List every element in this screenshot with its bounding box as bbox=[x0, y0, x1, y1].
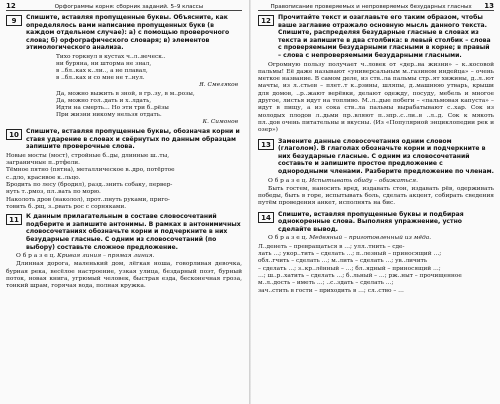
poem-line: ни буряна, ни шторма не знал, bbox=[56, 60, 152, 67]
sample bbox=[258, 178, 494, 185]
task-instruction: Спишите, вставляя пропущенные буквы, обозначая корни и ставя ударение в словах и свёрнутых по данным образцам запишите проверочные слова. bbox=[26, 127, 240, 151]
exercise-line: – сделать …; з..кр..лённый – …; бл..ядный – приносящий …; bbox=[258, 265, 441, 272]
sample-label: О б р а з е ц. bbox=[268, 235, 308, 242]
exercise-line: Бродить по лесу (бродил), разд..знить собаку, первер- bbox=[6, 181, 173, 188]
poem bbox=[26, 91, 242, 119]
task-number: 11 bbox=[6, 214, 22, 225]
task-body bbox=[26, 128, 242, 151]
poem bbox=[26, 54, 242, 82]
exercise-line: лать …; укор..тить – сделать …; п..лезный – приносящий …; bbox=[258, 251, 442, 258]
exercise-line: обл..гчить – сделать …; м..лить – сделать …; ув..личить bbox=[258, 258, 428, 265]
exercise-lines bbox=[6, 153, 242, 211]
poem-line: в ..бл..ках и со мне не т..нул. bbox=[56, 74, 145, 81]
task-number: 12 bbox=[258, 15, 274, 26]
exercise-text: Быть гостем, наносить вред, издавать стон, издавать рёв, одерживать победы, быть в горе, испытывать боль, сделать акцент, собирать сведения путём проведения анкет, исполнять на бис. bbox=[258, 185, 494, 207]
left-page bbox=[0, 0, 248, 404]
poem-line: Да, можно гол..дать и х..лдать, bbox=[56, 97, 152, 104]
page-number: 12 bbox=[6, 2, 16, 10]
exercise-line: Новые мосты (мост), стройные б..ды, длинные ш..ты, bbox=[6, 152, 170, 159]
poem-line: Да, можно выжить в зной, в гр..зу, в м..розы, bbox=[56, 90, 195, 97]
task-body bbox=[26, 14, 242, 126]
task-number: 13 bbox=[258, 139, 274, 150]
task-body bbox=[26, 213, 242, 251]
poem-author: К. Симонов bbox=[202, 118, 238, 125]
task-body bbox=[278, 14, 494, 60]
task-number: 10 bbox=[6, 129, 22, 140]
task-instruction: Спишите, вставляя пропущенные буквы. Объясните, как определялось вами написание пропущенных букв (в каждом отдельном случае): а) с помощью проверочного слова; б) орфографического словаря; в) элементов этимологического анализа. bbox=[26, 14, 230, 52]
exercise-text: Огромную пользу получает ч..ловек от «дер..ва жизни» – к..косовой пальмы! Её даже называют «универсальным м..газином индейца» – очень меткое название. В самом деле, из ств..ла пальмы стр..ят хижины, д..л..ют мачты, из л..стьев – плет..т к..рзины, шляпы, д..машнюю утварь, крыши для домов, ..р..жают верёвки, делают одежду, посуду, мебель и многое другое, листья идут на топливо. М..л..дые побеги – «пальмовая капуста» – идут в пищу, а из сока ств..ла пальмы вырабатывают с..хар. Сок из молодых плодов л..дьми пр..вляют п..зпр..с..ли..в ..л..д. Сок к мякоть пл..дов очень питательны и вкусны. (Из «Популярной энциклопедии рек и озер») bbox=[258, 61, 494, 134]
task-12 bbox=[258, 14, 494, 60]
exercise-line: Наколоть дров (наколол), прот..пнуть руками, приго- bbox=[6, 196, 170, 203]
sample-text: Испытывать обиду – обижаться. bbox=[309, 177, 418, 184]
task-number: 14 bbox=[258, 212, 274, 223]
task-14 bbox=[258, 211, 494, 234]
running-head-left bbox=[6, 2, 242, 11]
exercise-lines bbox=[258, 244, 494, 295]
sample-label: О б р а з е ц. bbox=[16, 253, 56, 260]
poem-author: Я. Смеляков bbox=[199, 81, 238, 88]
poem-line: в ..бл..ках к..ли.., а не плавал, bbox=[56, 67, 148, 74]
task-body bbox=[278, 138, 494, 176]
exercise-line: …; ш..р..хатить – сделать …; б..льный – …; рж..ныт – прочищенное м..л..дость – иметь …; ..с..здать – сделать …; bbox=[258, 272, 462, 287]
sample bbox=[258, 235, 494, 242]
task-10 bbox=[6, 128, 242, 151]
task-11 bbox=[6, 213, 242, 251]
poem-line: При жизни никому нельзя отдать. bbox=[56, 111, 162, 118]
exercise-text: Длинная дорога, маленький дом, лёгкая ноша, говорливая девочка, бурная река, весёлое настроение, узкая улица, бездарный поэт, бурный поток, новая книга, угрюмый человек, быстрая езда, бесконечная гроза, тонкий шрам, горячая вода, полная кружка. bbox=[6, 261, 242, 290]
exercise-line: зач..стить в гости – приходить в …; сл..ство – … bbox=[258, 287, 404, 294]
sample-text: Кривая линия – прямая линия. bbox=[57, 253, 155, 260]
poem-line: Тихо горкнул в кустах ч..л..веческ.. bbox=[56, 53, 166, 60]
poem-line: Идти на смерть… Но эти три б..рёзы bbox=[56, 104, 169, 111]
page-number: 13 bbox=[484, 2, 494, 10]
task-instruction: Прочитайте текст и озаглавьте его таким образом, чтобы ваше заглавие отражало основную мысль данного текста. Спишите, распределяя безударные гласные в словах из текста и запишите в два столбика: в левый столбик – слова с проверяемыми безударными гласными в корне; в правый – слова с непроверяемыми безударными гласными. bbox=[278, 14, 491, 59]
running-title: Орфограммы корня: сборник заданий. 5–9 классы bbox=[54, 4, 204, 10]
book-gutter bbox=[249, 0, 251, 404]
task-instruction: Замените данные словосочетания одним словом (глаголом). В глаголах обозначьте корни и подчеркните в них безударные гласные. С одним из словосочетаний составьте и запишите простое предложение с однородными членами. Разберите предложение по членам. bbox=[278, 137, 494, 175]
task-number: 9 bbox=[6, 15, 22, 26]
task-instruction: К данным прилагательным в составе словосочетаний подберите и запишите антонимы. В рамках в антонимичных словосочетаниях обозначьте корни и подчеркните в них безударные гласные. С одним из словосочетаний (по выбору) составьте сложное предложение. bbox=[26, 213, 241, 251]
task-13 bbox=[258, 138, 494, 176]
running-head-right bbox=[258, 2, 494, 11]
sample-label: О б р а з е ц. bbox=[268, 177, 308, 184]
exercise-line: заграничные п..ртфели. bbox=[6, 160, 80, 167]
sample bbox=[6, 253, 242, 260]
exercise-line: Л..денеть – превращаться в …; улл..тнить – сде- bbox=[258, 243, 405, 250]
exercise-line: Тёмное пятно (пятна), металлическое в..дро, потёртое bbox=[6, 167, 175, 174]
exercise-line: товить б..рщ, з..рвать рос с сорняками. bbox=[6, 203, 127, 210]
right-page bbox=[252, 0, 500, 404]
task-body bbox=[278, 211, 494, 234]
exercise-line: с..дло, красивое к..льцо. bbox=[6, 174, 81, 181]
task-instruction: Спишите, вставляя пропущенные буквы и подбирая однокоренные слова. Выполняя упражнение, устно сделайте вывод. bbox=[278, 210, 464, 233]
task-9 bbox=[6, 14, 242, 126]
exercise-line: нуть т..рмоз, пл..вать по морю. bbox=[6, 189, 101, 196]
running-title: Правописание проверяемых и непроверяемых безударных гласных bbox=[270, 4, 472, 10]
sample-text: Медвяный – приготовленный из мёда. bbox=[309, 235, 432, 242]
